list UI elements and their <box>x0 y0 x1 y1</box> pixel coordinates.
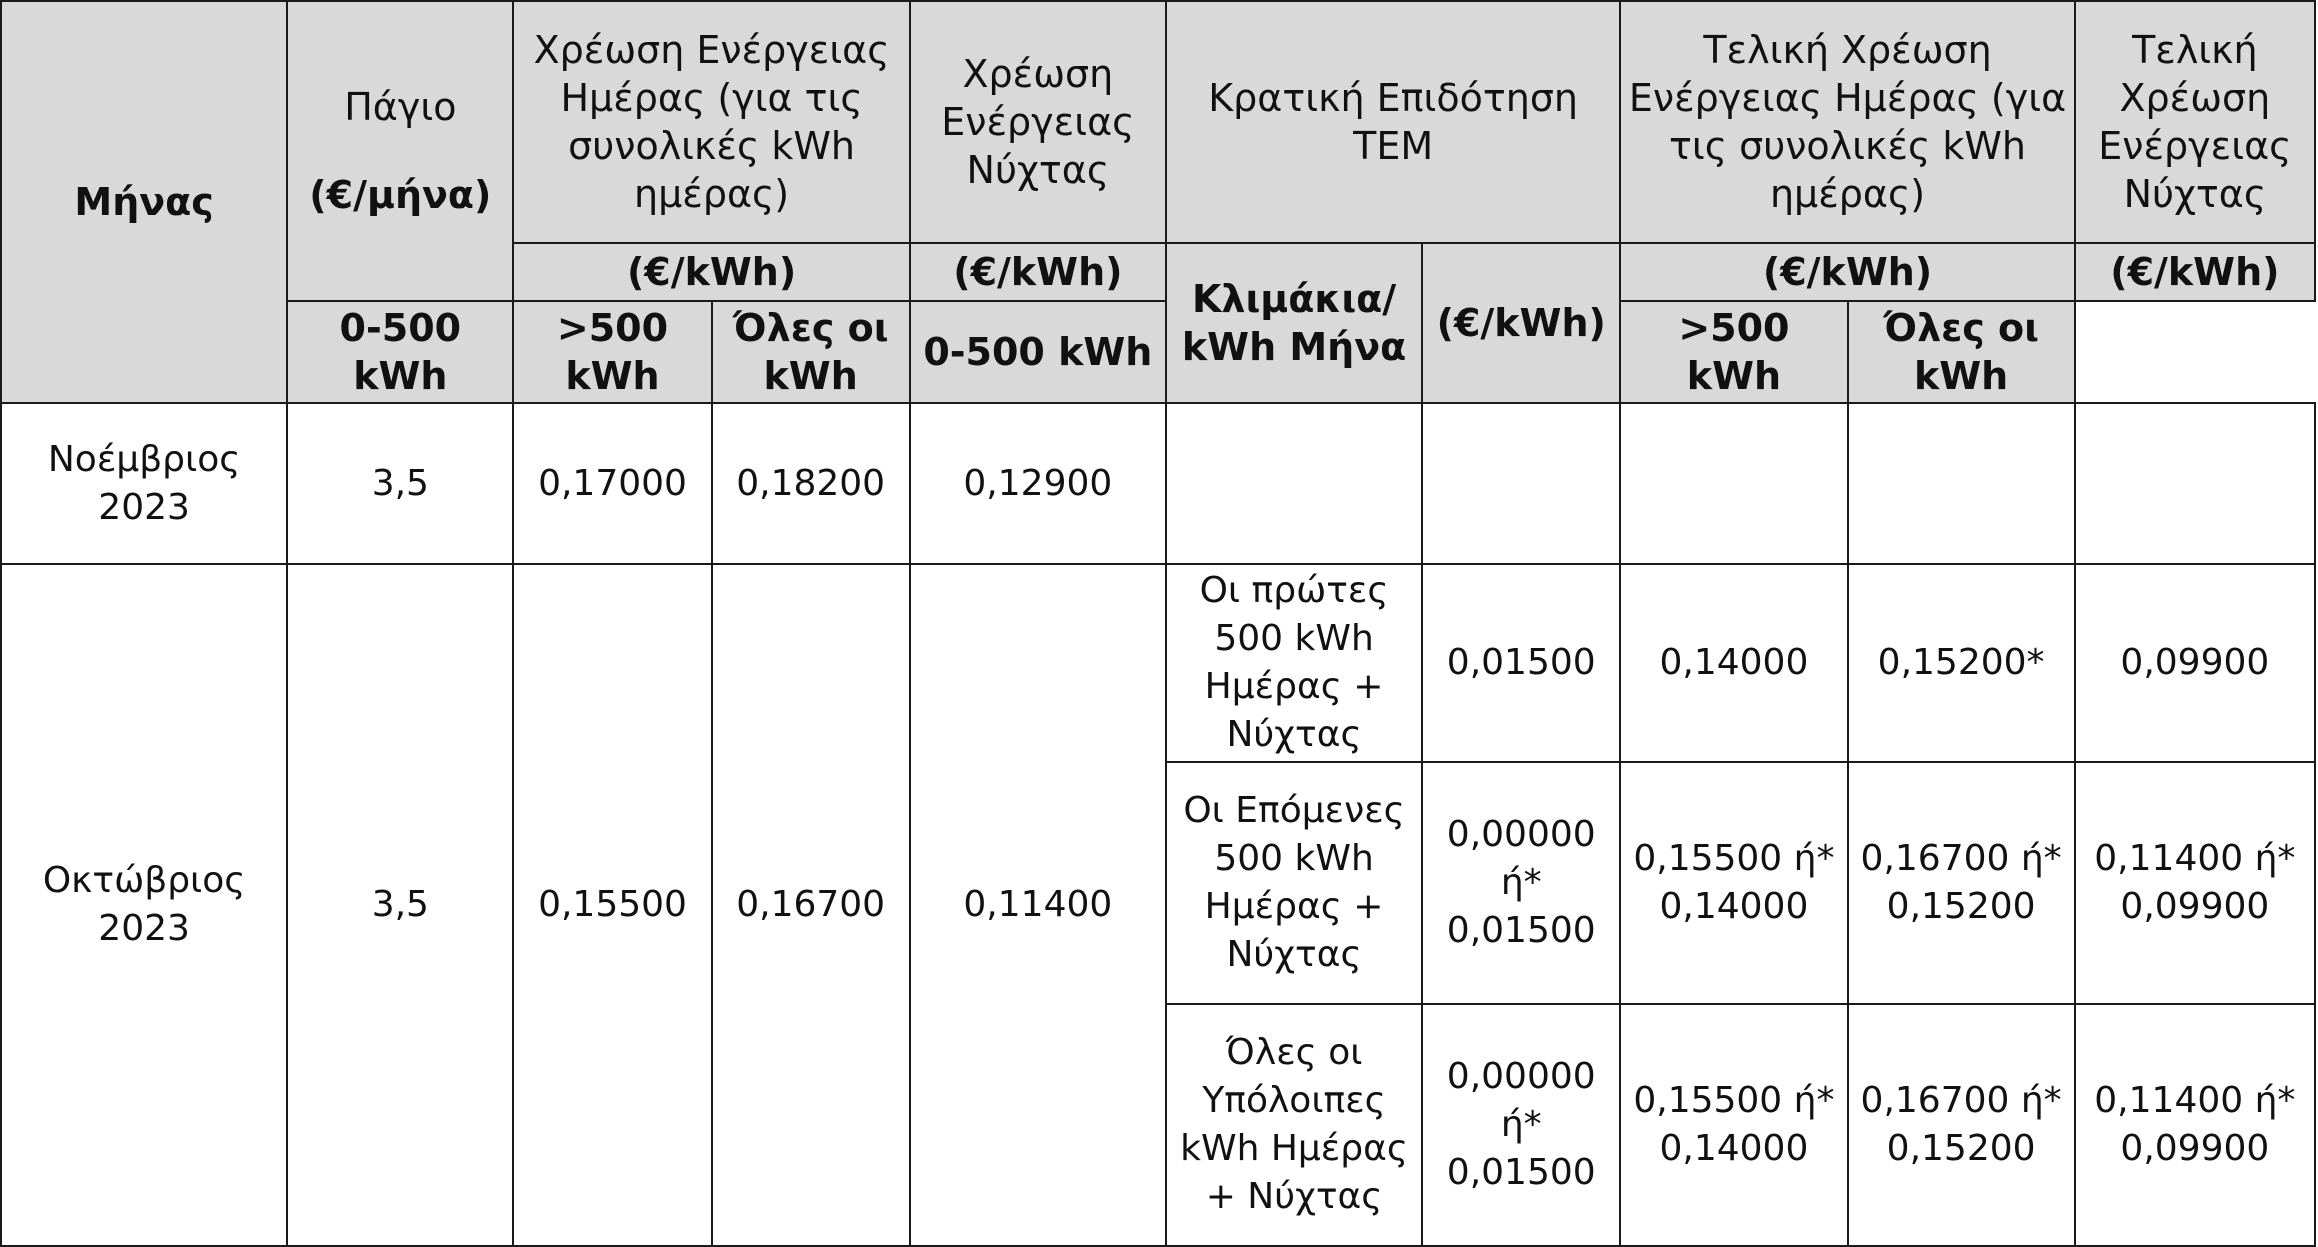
cell-empty <box>1166 403 1422 564</box>
cell-day-high: 0,16700 <box>712 564 910 1246</box>
header-night-all: Όλες οι kWh <box>712 301 910 403</box>
cell-tier-label: Οι Επόμενες 500 kWh Ημέρας + Νύχτας <box>1166 762 1422 1004</box>
cell-subsidy: 0,00000 ή* 0,01500 <box>1422 1004 1620 1246</box>
header-final-night: Τελική Χρέωση Ενέργειας Νύχτας <box>2075 1 2315 243</box>
header-row-3 <box>1 301 2315 403</box>
cell-final-day-high: 0,16700 ή* 0,15200 <box>1848 1004 2075 1246</box>
cell-empty <box>1620 403 1847 564</box>
header-unit-day: (€/kWh) <box>513 243 909 301</box>
cell-day-high: 0,18200 <box>712 403 910 564</box>
cell-tier-label: Οι πρώτες 500 kWh Ημέρας + Νύχτας <box>1166 564 1422 762</box>
header-day-high: >500 kWh <box>513 301 711 403</box>
cell-final-night: 0,11400 ή* 0,09900 <box>2075 762 2315 1004</box>
header-night-charge: Χρέωση Ενέργειας Νύχτας <box>910 1 1166 243</box>
cell-subsidy: 0,00000 ή* 0,01500 <box>1422 762 1620 1004</box>
cell-month: Οκτώβριος 2023 <box>1 564 287 1246</box>
cell-final-day-low: 0,15500 ή* 0,14000 <box>1620 762 1847 1004</box>
cell-final-night: 0,11400 ή* 0,09900 <box>2075 1004 2315 1246</box>
header-unit-night: (€/kWh) <box>910 243 1166 301</box>
cell-night: 0,12900 <box>910 403 1166 564</box>
header-final-day-low: 0-500 kWh <box>910 301 1166 403</box>
cell-day-low: 0,17000 <box>513 403 711 564</box>
table-row-november <box>1 403 2315 564</box>
header-row-1 <box>1 1 2315 243</box>
header-day-charge: Χρέωση Ενέργειας Ημέρας (για τις συνολικές kWh ημέρας) <box>513 1 909 243</box>
header-final-day-high: >500 kWh <box>1620 301 1847 403</box>
table-row-october-tier-1 <box>1 564 2315 762</box>
cell-month: Νοέμβριος 2023 <box>1 403 287 564</box>
header-fixed-unit: (€/μήνα) <box>309 173 492 217</box>
header-day-low: 0-500 kWh <box>287 301 513 403</box>
header-tier-label: Κλιμάκια/ kWh Μήνα <box>1166 243 1422 403</box>
cell-fixed: 3,5 <box>287 403 513 564</box>
header-fixed-label: Πάγιο <box>344 85 457 129</box>
cell-empty <box>1422 403 1620 564</box>
cell-final-day-low: 0,15500 ή* 0,14000 <box>1620 1004 1847 1246</box>
header-final-day: Τελική Χρέωση Ενέργειας Ημέρας (για τις συνολικές kWh ημέρας) <box>1620 1 2074 243</box>
cell-night: 0,11400 <box>910 564 1166 1246</box>
header-fixed-charge <box>287 1 513 301</box>
header-unit-subsidy: (€/kWh) <box>1422 243 1620 403</box>
header-final-night-all: Όλες οι kWh <box>1848 301 2075 403</box>
cell-final-night: 0,09900 <box>2075 564 2315 762</box>
cell-empty <box>2075 403 2315 564</box>
header-subsidy: Κρατική Επιδότηση ΤΕΜ <box>1166 1 1620 243</box>
cell-final-day-low: 0,14000 <box>1620 564 1847 762</box>
cell-fixed: 3,5 <box>287 564 513 1246</box>
header-month: Μήνας <box>1 1 287 403</box>
header-unit-final-night: (€/kWh) <box>2075 243 2315 301</box>
header-unit-final-day: (€/kWh) <box>1620 243 2074 301</box>
cell-subsidy: 0,01500 <box>1422 564 1620 762</box>
cell-empty <box>1848 403 2075 564</box>
cell-tier-label: Όλες οι Υπόλοιπες kWh Ημέρας + Νύχτας <box>1166 1004 1422 1246</box>
cell-final-day-high: 0,16700 ή* 0,15200 <box>1848 762 2075 1004</box>
cell-final-day-high: 0,15200* <box>1848 564 2075 762</box>
cell-day-low: 0,15500 <box>513 564 711 1246</box>
